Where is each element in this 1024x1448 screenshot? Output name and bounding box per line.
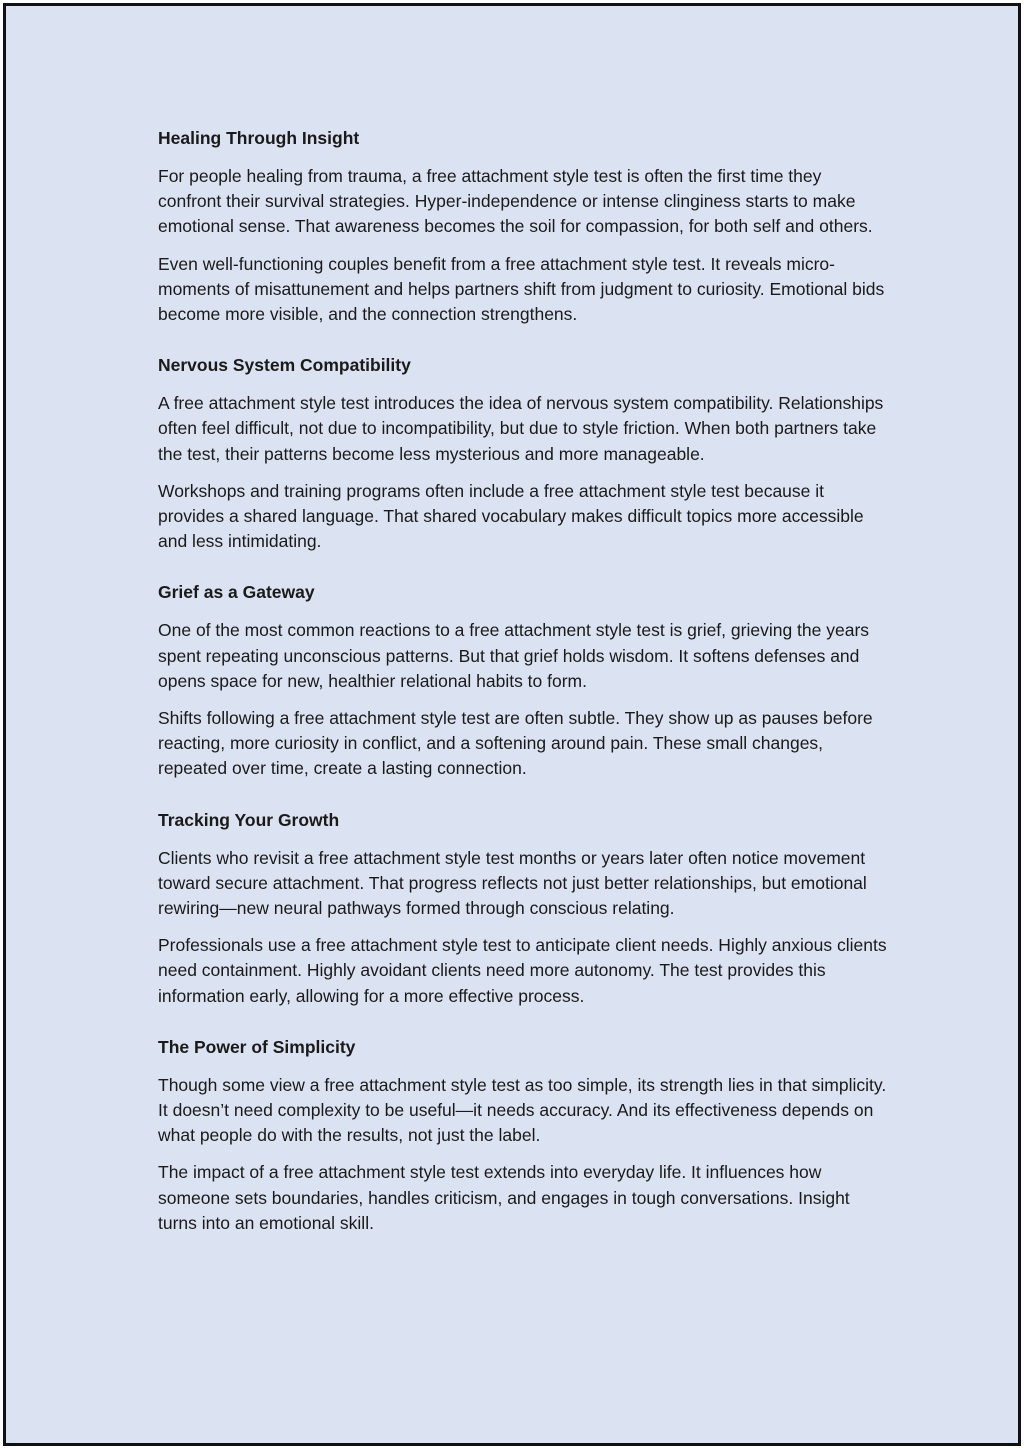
section-heading: Grief as a Gateway <box>158 582 315 603</box>
section-grief-as-a-gateway <box>158 580 888 781</box>
paragraph: For people healing from trauma, a free attachment style test is often the first time they confront their survival strategies. Hyper-independence or intense clinginess starts to make emotional sense. That awareness becomes the soil for compassion, for both self and others. <box>158 166 873 237</box>
paragraph: Though some view a free attachment style test as too simple, its strength lies in that simplicity. It doesn’t need complexity to be useful—it needs accuracy. And its effectiveness depends on what people do with the results, not just the label. <box>158 1074 887 1146</box>
paragraph: Professionals use a free attachment style test to anticipate client needs. Highly anxious clients need containment. Highly avoidant clients need more autonomy. The test provides this information early, allowing for a more effective process. <box>158 935 887 1006</box>
page-frame <box>3 3 1021 1446</box>
paragraph: Workshops and training programs often include a free attachment style test because it provides a shared language. That shared vocabulary makes difficult topics more accessible and less intimidating. <box>158 480 864 552</box>
section-heading: Tracking Your Growth <box>158 809 340 830</box>
section-healing-through-insight <box>158 126 888 327</box>
section-tracking-your-growth <box>158 808 888 1009</box>
paragraph: Clients who revisit a free attachment style test months or years later often notice movement toward secure attachment. That progress reflects not just better relationships, but emotional rewiring—new neural pathways formed through conscious relating. <box>158 847 867 919</box>
paragraph: Even well-functioning couples benefit from a free attachment style test. It reveals micro-moments of misattunement and helps partners shift from judgment to curiosity. Emotional bids become more visible, and the connection strengthens. <box>158 253 885 325</box>
section-heading: The Power of Simplicity <box>158 1036 356 1057</box>
paragraph: Shifts following a free attachment style test are often subtle. They show up as pauses before reacting, more curiosity in conflict, and a softening around pain. These small changes, repeated over time, create a lasting connection. <box>158 708 873 779</box>
section-the-power-of-simplicity <box>158 1035 888 1236</box>
paragraph: A free attachment style test introduces the idea of nervous system compatibility. Relationships often feel difficult, not due to incompatibility, but due to style friction. When both partners take the test, their patterns become less mysterious and more manageable. <box>158 393 884 464</box>
section-nervous-system-compatibility <box>158 353 888 554</box>
paragraph: The impact of a free attachment style test extends into everyday life. It influences how someone sets boundaries, handles criticism, and engages in tough conversations. Insight turns into an emotional skill. <box>158 1162 850 1233</box>
paragraph: One of the most common reactions to a free attachment style test is grief, grieving the years spent repeating unconscious patterns. But that grief holds wisdom. It softens defenses and opens space for new, healthier relational habits to form. <box>158 620 870 691</box>
section-heading: Nervous System Compatibility <box>158 355 411 376</box>
document-body <box>158 126 888 1262</box>
section-heading: Healing Through Insight <box>158 128 360 148</box>
